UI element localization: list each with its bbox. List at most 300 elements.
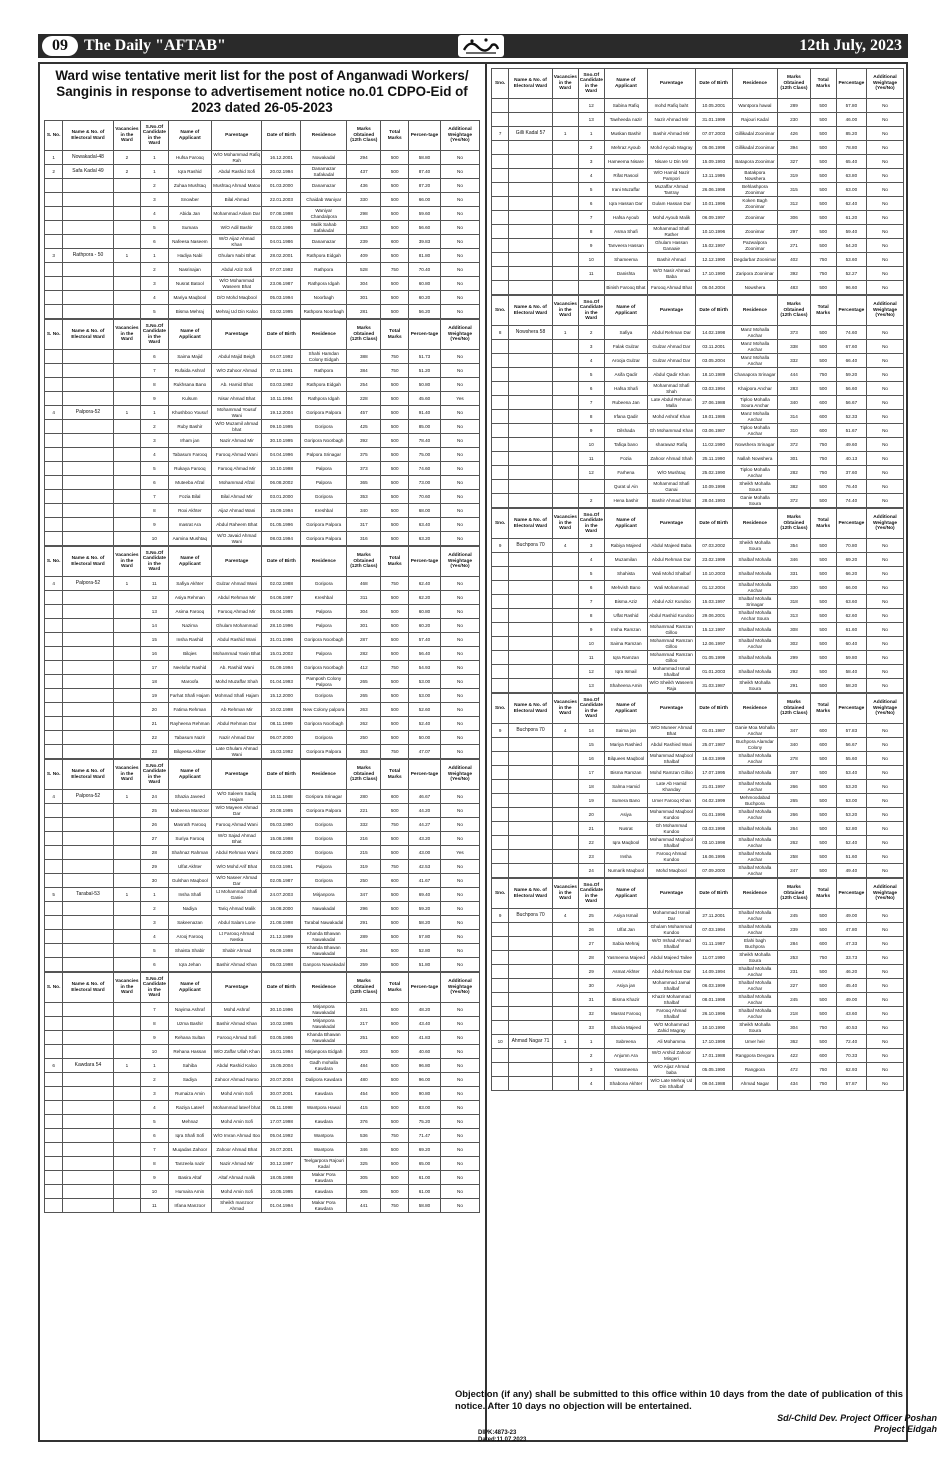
cell-dob: 30.10.1996	[262, 1003, 301, 1017]
column-header: Percen-tage	[408, 320, 440, 350]
table-header-row	[45, 320, 480, 350]
cell-dob: 12.12.1990	[695, 253, 732, 267]
cell-c: 3	[578, 1063, 604, 1077]
cell-c: 24	[141, 790, 168, 804]
cell-c: 3	[141, 916, 168, 930]
cell-name: Shaista Shabir	[168, 944, 211, 958]
cell-par: Abdul Aziz Sofi	[212, 263, 262, 277]
cell-t: 600	[810, 424, 836, 438]
cell-par: W/O Mohd Arif Bhat	[212, 860, 262, 874]
table-row	[45, 1143, 480, 1157]
cell-ward: Buchpora 70	[509, 909, 552, 923]
cell-par: Umer Farooq Khan	[648, 794, 696, 808]
cell-w: No	[440, 235, 479, 249]
cell-p: 52.27	[836, 267, 866, 281]
cell-w: No	[867, 169, 904, 183]
cell-ward	[63, 462, 113, 476]
cell-c: 22	[141, 731, 168, 745]
cell-w: No	[440, 958, 479, 972]
cell-sno	[492, 354, 509, 368]
cell-p: 63.40	[408, 518, 440, 532]
cell-dob: 09.04.1988	[695, 1077, 732, 1091]
table-row	[492, 99, 904, 113]
cell-ward	[509, 1077, 552, 1091]
cell-ward	[63, 1157, 113, 1171]
cell-c: 7	[141, 490, 168, 504]
cell-res: Nawakadal	[301, 902, 347, 916]
cell-w: No	[440, 860, 479, 874]
cell-m: 302	[778, 637, 811, 651]
cell-res: Palpora	[301, 619, 347, 633]
cell-p: 62.40	[836, 197, 866, 211]
cell-dob: 01.05.1996	[262, 518, 301, 532]
column-header: Additional Weightage (Yes/No)	[440, 320, 479, 350]
cell-w: No	[440, 1129, 479, 1143]
cell-w: No	[440, 717, 479, 731]
cell-name: Neelofar Rashid	[168, 661, 211, 675]
cell-t: 500	[381, 392, 408, 406]
table-row	[45, 1115, 480, 1129]
table-header-row	[492, 296, 904, 326]
cell-c: 11	[578, 452, 604, 466]
column-header: Vacancies in the Ward	[113, 320, 140, 350]
cell-name: Muskan Bashir	[604, 127, 647, 141]
cell-m: 372	[778, 494, 811, 508]
column-header: Parentage	[648, 509, 696, 539]
cell-ward	[509, 965, 552, 979]
cell-par: Mohammad Ramzan Gilloo	[648, 637, 696, 651]
table-row	[45, 291, 480, 305]
cell-name: Tabasum Nazir	[168, 731, 211, 745]
cell-c: 6	[141, 350, 168, 364]
cell-c: 6	[141, 958, 168, 972]
cell-m: 536	[347, 1129, 381, 1143]
cell-w: No	[440, 462, 479, 476]
left-merit-table	[44, 972, 480, 1213]
cell-t: 500	[381, 305, 408, 319]
table-row	[492, 1007, 904, 1021]
cell-res: Manz Mohalla Anchar	[732, 410, 778, 424]
cell-par: W/O Naseer Ahmad Dar	[212, 874, 262, 888]
cell-sno	[45, 832, 63, 846]
cell-dob: 17.07.1998	[262, 1115, 301, 1129]
cell-w: No	[867, 452, 904, 466]
cell-par: Lt Mohammad Shafi Ganie	[212, 888, 262, 902]
cell-vac	[552, 382, 578, 396]
cell-ward	[509, 623, 552, 637]
cell-m: 444	[778, 368, 811, 382]
cell-vac	[113, 619, 140, 633]
cell-par: Mehraj Ud Din Kaloo	[212, 305, 262, 319]
cell-p: 58.40	[836, 665, 866, 679]
cell-ward	[63, 860, 113, 874]
table-row	[45, 1171, 480, 1185]
cell-t: 600	[381, 874, 408, 888]
cell-vac	[113, 532, 140, 546]
cell-vac	[552, 808, 578, 822]
cell-name: Shabona Akhter	[604, 1077, 647, 1091]
cell-par: Mohammad Shafi Ganai	[648, 480, 696, 494]
cell-p: 62.20	[408, 591, 440, 605]
page-number: 09	[42, 36, 78, 56]
column-header: Vacancies in the Ward	[113, 760, 140, 790]
cell-vac: 1	[113, 790, 140, 804]
cell-vac	[552, 679, 578, 693]
column-header: Additional Weightage (Yes/No)	[867, 296, 904, 326]
cell-w: No	[867, 679, 904, 693]
cell-t: 500	[381, 378, 408, 392]
cell-sno	[45, 689, 63, 703]
cell-sno	[492, 637, 509, 651]
cell-c: 10	[141, 1045, 168, 1059]
cell-w: No	[867, 979, 904, 993]
cell-p: 56.67	[836, 738, 866, 752]
cell-t: 500	[810, 211, 836, 225]
cell-vac: 2	[113, 165, 140, 179]
table-header-row	[492, 509, 904, 539]
cell-res: Rathpora Noorbagh	[301, 305, 347, 319]
cell-p: 70.80	[836, 539, 866, 553]
cell-w: No	[440, 605, 479, 619]
table-row	[45, 619, 480, 633]
cell-sno: 6	[45, 1059, 63, 1073]
column-header: Parentage	[212, 547, 262, 577]
cell-par: W/O Mushtaq	[648, 466, 696, 480]
cell-dob: 08.03.1994	[262, 532, 301, 546]
cell-vac	[552, 239, 578, 253]
cell-par: Mohammad lateef bhat	[212, 1101, 262, 1115]
cell-w: No	[440, 1073, 479, 1087]
cell-p: 60.20	[408, 291, 440, 305]
cell-t: 500	[381, 207, 408, 221]
cell-w: No	[440, 420, 479, 434]
cell-sno	[492, 979, 509, 993]
cell-sno	[45, 448, 63, 462]
cell-ward	[63, 804, 113, 818]
table-row	[492, 738, 904, 752]
cell-vac: 1	[113, 406, 140, 420]
cell-t: 500	[810, 480, 836, 494]
cell-par: Gh Mohammad Kundoo	[648, 822, 696, 836]
cell-sno	[492, 211, 509, 225]
cell-w: No	[867, 794, 904, 808]
cell-name: Asifa Qadir	[604, 368, 647, 382]
table-row	[492, 438, 904, 452]
column-header: Parentage	[648, 694, 696, 724]
cell-ward	[63, 916, 113, 930]
cell-par: W/O Late Mehraj Ud Din Shalbaf	[648, 1077, 696, 1091]
cell-par: Zahoor Ahmad Naroo	[212, 1073, 262, 1087]
cell-dob: 07.07.1992	[262, 263, 301, 277]
cell-res: Goripora Palpora	[301, 745, 347, 759]
cell-par: Wali Mohd Shalbaf	[648, 567, 696, 581]
cell-dob: 04.02.1999	[695, 794, 732, 808]
cell-w: No	[440, 179, 479, 193]
cell-w: No	[867, 368, 904, 382]
table-row	[492, 480, 904, 494]
cell-p: 85.00	[408, 420, 440, 434]
cell-p: 59.20	[408, 902, 440, 916]
cell-par: W/O Adil Bashir	[212, 221, 262, 235]
cell-w: No	[440, 207, 479, 221]
cell-vac	[113, 476, 140, 490]
cell-ward	[63, 392, 113, 406]
cell-m: 247	[778, 864, 811, 878]
cell-m: 218	[778, 1007, 811, 1021]
cell-name: Bilqeesa Akhter	[168, 745, 211, 759]
cell-m: 254	[347, 378, 381, 392]
cell-p: 70.33	[836, 1049, 866, 1063]
cell-sno	[45, 179, 63, 193]
cell-par: Lt Farooq Ahmad Neska	[212, 930, 262, 944]
cell-ward	[63, 1185, 113, 1199]
table-row	[45, 221, 480, 235]
cell-t: 500	[381, 291, 408, 305]
cell-sno	[45, 291, 63, 305]
cell-dob: 15.09.1994	[262, 504, 301, 518]
cell-res: Wantpora Hawal	[301, 1101, 347, 1115]
cell-c: 2	[141, 1073, 168, 1087]
cell-p: 69.40	[408, 888, 440, 902]
cell-name: Shazia Majeed	[604, 1021, 647, 1035]
cell-dob: 19.01.1986	[695, 410, 732, 424]
cell-m: 412	[347, 661, 381, 675]
cell-p: 65.00	[408, 1157, 440, 1171]
cell-c: 10	[578, 438, 604, 452]
column-header: Name & No. of Electoral Ward	[509, 694, 552, 724]
table-row	[45, 179, 480, 193]
cell-p: 47.07	[408, 745, 440, 759]
cell-res: Palpora	[301, 476, 347, 490]
cell-par: Nazir Ahmad Dar	[212, 731, 262, 745]
cell-w: No	[867, 864, 904, 878]
cell-w: No	[867, 836, 904, 850]
cell-ward	[509, 155, 552, 169]
cell-name: Nasrinajan	[168, 263, 211, 277]
cell-name: Fozia Bilal	[168, 490, 211, 504]
cell-ward	[509, 738, 552, 752]
cell-ward	[63, 1003, 113, 1017]
cell-c: 29	[141, 860, 168, 874]
cell-m: 316	[347, 532, 381, 546]
cell-w: No	[867, 354, 904, 368]
cell-res: Palpora	[301, 462, 347, 476]
cell-sno	[492, 368, 509, 382]
cell-name: Salma Hamid	[604, 780, 647, 794]
cell-sno	[492, 923, 509, 937]
table-row	[492, 113, 904, 127]
cell-par: Mohd Amin Sofi	[212, 1087, 262, 1101]
cell-dob: 10.02.1998	[262, 703, 301, 717]
cell-m: 483	[778, 281, 811, 295]
cell-sno	[492, 1063, 509, 1077]
table-row	[45, 378, 480, 392]
cell-m: 216	[347, 832, 381, 846]
cell-sno	[45, 235, 63, 249]
cell-vac	[552, 253, 578, 267]
cell-c: 2	[141, 420, 168, 434]
cell-w: No	[867, 553, 904, 567]
cell-w: No	[867, 253, 904, 267]
cell-c: 6	[141, 1129, 168, 1143]
cell-c: 4	[578, 553, 604, 567]
cell-c: 3	[141, 434, 168, 448]
cell-name: Rabiya Majeed	[604, 539, 647, 553]
cell-ward	[63, 619, 113, 633]
cell-name: Rifat Rasool	[604, 169, 647, 183]
cell-p: 63.80	[836, 169, 866, 183]
cell-ward	[63, 633, 113, 647]
cell-w: No	[867, 822, 904, 836]
cell-par: W/O Hamid Nazir Pampori	[648, 169, 696, 183]
column-header: Additional Weightage (Yes/No)	[867, 69, 904, 99]
table-row	[45, 958, 480, 972]
cell-w: No	[440, 818, 479, 832]
cell-dob: 10.10.1996	[695, 225, 732, 239]
cell-dob: 05.04.1992	[262, 1129, 301, 1143]
table-row	[45, 860, 480, 874]
cell-dob: 28.02.2001	[262, 249, 301, 263]
cell-t: 500	[810, 113, 836, 127]
cell-dob: 15.01.2002	[262, 647, 301, 661]
cell-w: No	[867, 665, 904, 679]
column-header: Marks Obtained (12th Class)	[347, 547, 381, 577]
cell-name: Asiya Ismail	[604, 909, 647, 923]
cell-w: No	[867, 738, 904, 752]
cell-w: No	[867, 951, 904, 965]
cell-vac	[113, 1157, 140, 1171]
cell-t: 500	[810, 679, 836, 693]
cell-res: Goripora Noorbagh	[301, 661, 347, 675]
cell-sno	[492, 113, 509, 127]
cell-dob: 23.06.1987	[262, 277, 301, 291]
cell-vac	[113, 378, 140, 392]
cell-dob: 25.11.1990	[695, 452, 732, 466]
cell-m: 313	[778, 609, 811, 623]
cell-sno	[492, 239, 509, 253]
cell-vac	[552, 794, 578, 808]
cell-c: 2	[578, 141, 604, 155]
cell-sno	[45, 1045, 63, 1059]
cell-p: 43.00	[408, 846, 440, 860]
cell-m: 262	[778, 836, 811, 850]
cell-w: No	[867, 340, 904, 354]
table-row	[492, 993, 904, 1007]
cell-p: 56.60	[408, 221, 440, 235]
cell-res: Shalbaf Mohalla	[732, 623, 778, 637]
cell-name: Bisma Ramzan	[604, 766, 647, 780]
cell-p: 42.53	[408, 860, 440, 874]
cell-c: 7	[578, 595, 604, 609]
table-row	[492, 794, 904, 808]
cell-vac	[552, 965, 578, 979]
cell-m: 298	[347, 207, 381, 221]
cell-dob: 05.04.1995	[262, 605, 301, 619]
cell-name: Iqra Jehan	[168, 958, 211, 972]
cell-res: Shalbaf Mohalla Anchar	[732, 965, 778, 979]
cell-ward	[63, 675, 113, 689]
cell-vac	[113, 689, 140, 703]
cell-w: No	[867, 155, 904, 169]
cell-dob: 06.08.2002	[262, 476, 301, 490]
cell-name: Shahnaz Rahman	[168, 846, 211, 860]
cell-w: No	[867, 424, 904, 438]
table-row	[45, 1101, 480, 1115]
cell-sno	[45, 1003, 63, 1017]
cell-p: 52.80	[836, 822, 866, 836]
cell-p: 48.20	[408, 1003, 440, 1017]
table-row	[45, 277, 480, 291]
cell-w: No	[440, 619, 479, 633]
cell-t: 500	[381, 406, 408, 420]
cell-res: Ganpora Nawakadal	[301, 958, 347, 972]
cell-par: Abdul Raheem Bhat	[212, 518, 262, 532]
cell-m: 251	[347, 1031, 381, 1045]
cell-sno	[45, 532, 63, 546]
cell-ward	[509, 424, 552, 438]
cell-sno	[492, 836, 509, 850]
cell-w: No	[440, 902, 479, 916]
cell-m: 291	[778, 679, 811, 693]
cell-dob: 03.06.1987	[695, 424, 732, 438]
table-row	[45, 1129, 480, 1143]
cell-vac	[113, 1045, 140, 1059]
cell-name: Hafsa Shafi	[604, 382, 647, 396]
cell-m: 264	[347, 944, 381, 958]
cell-p: 56.67	[836, 396, 866, 410]
cell-w: No	[867, 923, 904, 937]
cell-res: Gillikadal Zoonimar	[732, 141, 778, 155]
cell-res: Mirjanpora Nawakadal	[301, 1003, 347, 1017]
cell-res: Goripora Srinagar	[301, 790, 347, 804]
cell-m: 280	[347, 790, 381, 804]
cell-c: 9	[141, 518, 168, 532]
cell-ward	[63, 591, 113, 605]
column-header: Sno.	[492, 69, 509, 99]
cell-name: Rufaida Ashraf	[168, 364, 211, 378]
cell-par: Ghulam Mohammad Kundoo	[648, 923, 696, 937]
cell-ward	[63, 448, 113, 462]
cell-p: 40.60	[408, 1045, 440, 1059]
column-header: Marks Obtained (12th Class)	[347, 760, 381, 790]
cell-res: Elahi bagh Buchpora	[732, 937, 778, 951]
cell-w: No	[440, 591, 479, 605]
cell-dob: 04.07.1992	[262, 350, 301, 364]
cell-vac	[113, 958, 140, 972]
cell-t: 500	[810, 354, 836, 368]
cell-sno	[45, 1087, 63, 1101]
cell-name: Shameema	[604, 253, 647, 267]
cell-sno	[45, 221, 63, 235]
cell-m: 266	[778, 780, 811, 794]
cell-ward	[509, 794, 552, 808]
cell-t: 500	[810, 909, 836, 923]
cell-p: 60.80	[408, 277, 440, 291]
cell-vac	[552, 651, 578, 665]
cell-t: 500	[381, 165, 408, 179]
cell-name: Nazima	[168, 619, 211, 633]
cell-name: Bilquees Maqbool	[604, 752, 647, 766]
cell-w: No	[440, 790, 479, 804]
cell-name: Tabasum Farooq	[168, 448, 211, 462]
cell-p: 58.20	[408, 916, 440, 930]
table-row	[492, 127, 904, 141]
cell-c: 10	[578, 637, 604, 651]
cell-ward	[509, 410, 552, 424]
cell-res: Wantpora	[301, 1129, 347, 1143]
column-header: Percentage	[836, 509, 866, 539]
cell-res: Rajouri Kadal	[732, 113, 778, 127]
